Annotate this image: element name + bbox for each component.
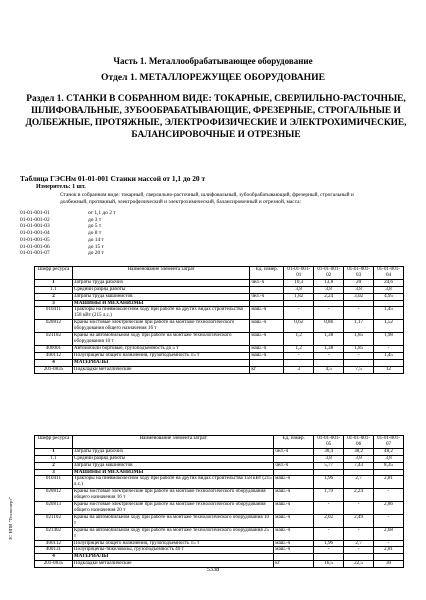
table-cell: 2,02 bbox=[314, 514, 344, 527]
table-row bbox=[35, 489, 404, 502]
table-cell: маш.-ч bbox=[250, 307, 284, 320]
table-cell: - bbox=[374, 345, 404, 352]
code-item bbox=[20, 210, 116, 217]
table-cell: 2,86 bbox=[374, 502, 404, 515]
table-cell: чел.-ч bbox=[274, 448, 314, 455]
table-cell: 3 bbox=[284, 366, 314, 373]
table-cell: маш.-ч bbox=[274, 547, 314, 554]
table-cell: 3,8 bbox=[284, 286, 314, 293]
table-cell: 2,81 bbox=[374, 476, 404, 489]
table-cell: 4,5 bbox=[314, 366, 344, 373]
table-cell: - bbox=[314, 502, 344, 515]
table-cell: маш.-ч bbox=[250, 320, 284, 333]
table-cell: Тракторы на пневмоколесном ходу при работе на других видах строительства 158 кВт (215 л.с.) bbox=[72, 476, 273, 489]
side-note: ЗС НПИ "Техэксперт" bbox=[8, 496, 13, 540]
table-cell: 38,2 bbox=[344, 448, 374, 455]
table-cell: 3,8 bbox=[374, 455, 404, 462]
table-cell: 30,4 bbox=[314, 448, 344, 455]
table-cell: 3,8 bbox=[374, 286, 404, 293]
table-cell: 3,8 bbox=[314, 286, 344, 293]
table-cell: 010411 bbox=[35, 476, 73, 489]
table-cell: МАШИНЫ И МЕХАНИЗМЫ bbox=[72, 300, 249, 307]
column-header: Наименование элемента затрат bbox=[72, 436, 273, 449]
table-cell: маш.-ч bbox=[274, 489, 314, 502]
table-cell: Автомобили бортовые, грузоподъемность до 5 т bbox=[72, 345, 249, 352]
part-heading: Часть 1. Металлообрабатывающее оборудование bbox=[113, 56, 313, 66]
table-cell: 3 bbox=[35, 300, 73, 307]
column-header: 01-01-001-04 bbox=[374, 267, 404, 280]
table-cell: Краны мостовые электрические при работе на монтаже технологического оборудования общего назначения 20 т bbox=[72, 502, 273, 515]
code-id: 01-01-001-02 bbox=[20, 216, 50, 223]
table-cell: 1 bbox=[35, 448, 73, 455]
table-cell: 021102 bbox=[35, 514, 73, 527]
table-header-row bbox=[35, 267, 404, 280]
page-number: 5338 bbox=[206, 566, 220, 573]
table-cell: 2 bbox=[35, 293, 73, 300]
table-cell: 2,68 bbox=[374, 527, 404, 540]
table-cell: 12 bbox=[374, 366, 404, 373]
code-desc: до 20 т bbox=[88, 250, 104, 257]
resource-table-1 bbox=[34, 266, 404, 374]
table-cell: Средний разряд работы bbox=[72, 455, 273, 462]
table-cell: 4 bbox=[35, 554, 73, 561]
table-cell: маш.-ч bbox=[274, 476, 314, 489]
table-cell: 16,5 bbox=[314, 561, 344, 568]
table-cell: кг bbox=[274, 561, 314, 568]
table-cell: маш.-ч bbox=[250, 333, 284, 346]
table-cell: - bbox=[284, 307, 314, 320]
table-cell: 1,96 bbox=[314, 476, 344, 489]
table-cell: 1.1 bbox=[35, 286, 73, 293]
table-cell: маш.-ч bbox=[250, 345, 284, 352]
table-cell: 400001 bbox=[35, 345, 73, 352]
code-desc: до 8 т bbox=[88, 230, 102, 237]
code-item bbox=[20, 223, 116, 230]
table-cell: Тракторы на пневмоколесном ходу при работе на других видах строительства 158 кВт (215 л.с.) bbox=[72, 307, 249, 320]
code-id: 01-01-001-07 bbox=[20, 250, 50, 257]
table-cell: 1,98 bbox=[374, 333, 404, 346]
table-cell: маш.-ч bbox=[250, 352, 284, 359]
table-title: Таблица ГЭСНм 01-01-001 Станки массой от 1,1 до 20 т bbox=[20, 174, 206, 183]
table-cell: 021402 bbox=[35, 527, 73, 540]
section-heading: Раздел 1. СТАНКИ В СОБРАННОМ ВИДЕ: ТОКАРНЫЕ, СВЕРЛИЛЬНО-РАСТОЧНЫЕ, ШЛИФОВАЛЬНЫЕ, ЗУБООБРАБАТЫВАЮЩИЕ, ФРЕЗЕРНЫЕ, СТРОГАЛЬНЫЕ И ДОЛБЕЖНЫЕ, ПРОТЯЖНЫЕ, ЭЛЕКТРОФИЗИЧЕСКИЕ И ЭЛЕКТРОХИМИЧЕСКИЕ, БАЛАНСИРОВОЧНЫЕ И ОТРЕЗНЫЕ bbox=[25, 94, 407, 140]
table-cell: маш.-ч bbox=[274, 540, 314, 547]
code-item bbox=[20, 244, 116, 251]
code-desc: до 14 т bbox=[88, 236, 104, 243]
table-cell: 1,79 bbox=[314, 489, 344, 502]
table-cell: МАТЕРИАЛЫ bbox=[72, 359, 249, 366]
column-header: Ед. измер. bbox=[250, 267, 284, 280]
table-cell: чел.-ч bbox=[250, 293, 284, 300]
table-cell: чел.-ч bbox=[250, 279, 284, 286]
table-cell: 30 bbox=[374, 561, 404, 568]
table-cell: - bbox=[344, 547, 374, 554]
table-cell: - bbox=[314, 352, 344, 359]
table-cell: 0,86 bbox=[314, 320, 344, 333]
table-cell: 020812 bbox=[35, 320, 73, 333]
table-row bbox=[35, 462, 404, 469]
table-row bbox=[35, 527, 404, 540]
code-list bbox=[20, 210, 116, 257]
code-desc: от 1,1 до 2 т bbox=[88, 210, 116, 216]
table-cell: 400112 bbox=[35, 540, 73, 547]
code-id: 01-01-001-01 bbox=[20, 210, 50, 216]
table-cell: 1,38 bbox=[314, 345, 344, 352]
table-row bbox=[35, 293, 404, 300]
table-cell: - bbox=[314, 527, 344, 540]
table-cell: - bbox=[284, 352, 314, 359]
table-cell: 1,38 bbox=[314, 333, 344, 346]
table-cell: чел.-ч bbox=[274, 462, 314, 469]
table-cell: 2,24 bbox=[344, 489, 374, 502]
table-cell: Подкладки металлические bbox=[72, 366, 249, 373]
table-row bbox=[35, 307, 404, 320]
table-cell: 8,35 bbox=[374, 462, 404, 469]
table-cell: 201-0835 bbox=[35, 366, 73, 373]
table-cell: 020813 bbox=[35, 502, 73, 515]
table-cell: 1,45 bbox=[374, 307, 404, 320]
table-cell: 4 bbox=[35, 359, 73, 366]
table-cell: маш.-ч bbox=[274, 502, 314, 515]
table-cell: 1,82 bbox=[284, 293, 314, 300]
table-cell: 20 bbox=[344, 279, 374, 286]
table-cell: - bbox=[314, 547, 344, 554]
table-cell: 2,7 bbox=[344, 476, 374, 489]
table-cell: 010411 bbox=[35, 307, 73, 320]
table-row bbox=[35, 366, 404, 373]
column-header: Наименование элемента затрат bbox=[72, 267, 249, 280]
table-cell: МАШИНЫ И МЕХАНИЗМЫ bbox=[72, 469, 273, 476]
code-id: 01-01-001-06 bbox=[20, 243, 50, 250]
table-cell: 3,8 bbox=[344, 286, 374, 293]
table-cell: 7,43 bbox=[344, 462, 374, 469]
table-cell: - bbox=[314, 307, 344, 320]
code-item bbox=[20, 230, 116, 237]
table-row bbox=[35, 476, 404, 489]
table-cell: 2 bbox=[35, 462, 73, 469]
table-cell: Средний разряд работы bbox=[72, 286, 249, 293]
table-cell: 1,17 bbox=[344, 320, 374, 333]
table-cell: 400112 bbox=[35, 352, 73, 359]
table-cell: 1,52 bbox=[374, 320, 404, 333]
code-id: 01-01-001-03 bbox=[20, 223, 50, 230]
table-row bbox=[35, 514, 404, 527]
column-header: 01-01-001-05 bbox=[314, 436, 344, 449]
table-cell: 3,8 bbox=[314, 455, 344, 462]
table-cell: Полуприцепы общего назначения, грузоподъемность 15 т bbox=[72, 540, 273, 547]
table-cell: - bbox=[344, 527, 374, 540]
column-header: 01-01-001-02 bbox=[314, 267, 344, 280]
table-cell: 2,7 bbox=[344, 540, 374, 547]
table-cell: 2,24 bbox=[314, 293, 344, 300]
table-cell: Краны на автомобильном ходу при работе на монтаже технологического оборудования 10 т bbox=[72, 333, 249, 346]
column-header: Шифр ресурса bbox=[35, 436, 73, 449]
table-cell: 2,81 bbox=[374, 547, 404, 554]
table-cell: 021102 bbox=[35, 333, 73, 346]
code-id: 01-01-001-04 bbox=[20, 230, 50, 237]
table-cell: 7,5 bbox=[344, 366, 374, 373]
department-heading: Отдел 1. МЕТАЛЛОРЕЖУЩЕЕ ОБОРУДОВАНИЕ bbox=[101, 72, 325, 83]
column-header: 01-01-001-07 bbox=[374, 436, 404, 449]
code-desc: до 15 т bbox=[88, 243, 104, 250]
table-cell: - bbox=[374, 514, 404, 527]
table-cell: - bbox=[374, 489, 404, 502]
column-header: Шифр ресурса bbox=[35, 267, 73, 280]
table-cell: 24,6 bbox=[374, 279, 404, 286]
code-item bbox=[20, 237, 116, 244]
table-cell: - bbox=[344, 352, 374, 359]
table-cell: 1.1 bbox=[35, 455, 73, 462]
table-header-row bbox=[35, 436, 404, 449]
table-cell: 3 bbox=[35, 469, 73, 476]
table-cell: Затраты труда машинистов bbox=[72, 293, 249, 300]
table-cell: Подкладки металлические bbox=[72, 561, 273, 568]
table-row bbox=[35, 320, 404, 333]
table-row bbox=[35, 502, 404, 515]
table-cell: 48,2 bbox=[374, 448, 404, 455]
measure-unit: Измеритель: 1 шт. bbox=[36, 184, 86, 190]
table-cell: МАТЕРИАЛЫ bbox=[72, 554, 273, 561]
table-cell: 201-0835 bbox=[35, 561, 73, 568]
table-cell: 2,49 bbox=[344, 514, 374, 527]
code-item bbox=[20, 250, 116, 257]
column-header: Ед. измер. bbox=[274, 436, 314, 449]
table-cell: 3,02 bbox=[344, 293, 374, 300]
table-cell: Затраты труда рабочих bbox=[72, 279, 249, 286]
table-cell: 1,2 bbox=[284, 333, 314, 346]
code-desc: до 3 т bbox=[88, 216, 102, 223]
resource-table-2 bbox=[34, 435, 404, 568]
table-cell: 13,8 bbox=[314, 279, 344, 286]
table-cell: 1,85 bbox=[344, 345, 374, 352]
table-cell: Краны мостовые электрические при работе на монтаже технологического оборудования общего назначения 16 т bbox=[72, 320, 249, 333]
table-cell: 0,62 bbox=[284, 320, 314, 333]
table-cell: маш.-ч bbox=[274, 527, 314, 540]
table-cell: - bbox=[344, 307, 374, 320]
table-cell: 1,96 bbox=[314, 540, 344, 547]
column-header: 01-01-001-06 bbox=[344, 436, 374, 449]
table-row bbox=[35, 333, 404, 346]
table-cell: Затраты труда рабочих bbox=[72, 448, 273, 455]
intro-text: Станок в собранном виде: токарный, сверлильно-расточный, шлифовальный, зубообрабатывающий, фрезерный, строгальный и долбежный, протяжный, электрофизический и электрохимический, балансировочный и отрезной, масса: bbox=[60, 192, 354, 205]
code-item bbox=[20, 217, 116, 224]
table-cell: 5,77 bbox=[314, 462, 344, 469]
table-cell: 1,45 bbox=[374, 352, 404, 359]
table-cell: Затраты труда машинистов bbox=[72, 462, 273, 469]
table-cell: 1,85 bbox=[344, 333, 374, 346]
code-id: 01-01-001-05 bbox=[20, 236, 50, 243]
table-cell: Полуприцепы общего назначения, грузоподъемность 15 т bbox=[72, 352, 249, 359]
column-header: 01-01-001-03 bbox=[344, 267, 374, 280]
table-cell: Краны мостовые электрические при работе на монтаже технологического оборудования общего назначения 16 т bbox=[72, 489, 273, 502]
table-cell: 4,95 bbox=[374, 293, 404, 300]
table-cell: - bbox=[344, 502, 374, 515]
table-cell: Краны на автомобильном ходу при работе на монтаже технологического оборудования 10 т bbox=[72, 514, 273, 527]
table-cell: Краны на автомобильном ходу при работе на монтаже технологического оборудования 25 т bbox=[72, 527, 273, 540]
column-header: 01-01-001-01 bbox=[284, 267, 314, 280]
table-cell: маш.-ч bbox=[274, 514, 314, 527]
table-cell: 400131 bbox=[35, 547, 73, 554]
table-cell: 1 bbox=[35, 279, 73, 286]
table-cell: - bbox=[374, 540, 404, 547]
table-cell: 10,3 bbox=[284, 279, 314, 286]
table-cell: Полуприцепы-тяжеловозы, грузоподъемность 40 т bbox=[72, 547, 273, 554]
table-cell: 020812 bbox=[35, 489, 73, 502]
table-cell: 1,2 bbox=[284, 345, 314, 352]
table-cell: 3,8 bbox=[344, 455, 374, 462]
code-desc: до 5 т bbox=[88, 223, 102, 230]
table-cell: 22,5 bbox=[344, 561, 374, 568]
table-cell: кг bbox=[250, 366, 284, 373]
